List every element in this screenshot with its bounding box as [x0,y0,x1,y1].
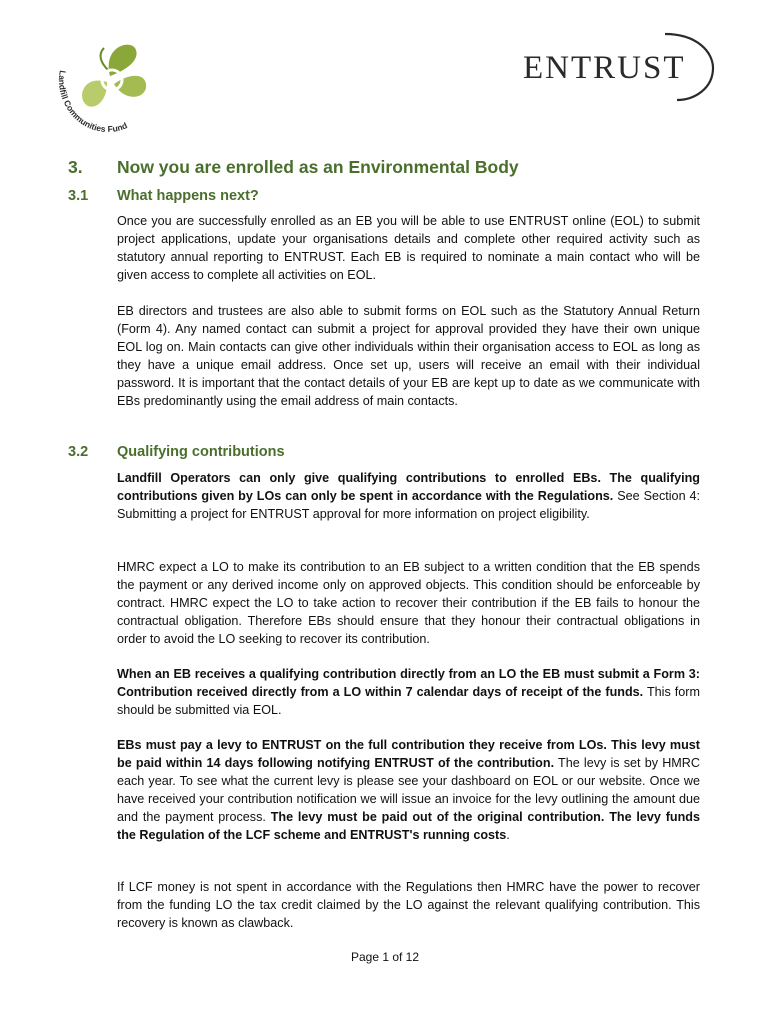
page-number: Page 1 of 12 [350,950,420,964]
subsection-title: What happens next? [117,188,259,204]
bold-text: The levy must be paid out of the original contribution. The levy funds the Regulation of the LCF scheme and ENTRUST's running costs [117,810,700,842]
paragraph-eol-access: Once you are successfully enrolled as an EB you will be able to use ENTRUST online (EOL) to submit project applications, update your organisations details and complete other required activity such as statutory annual reporting to ENTRUST. Each EB is required to nominate a main contact who will be given access to complete all activities on EOL. [117,214,700,282]
body-text: This form should be submitted via EOL. [117,685,700,717]
body-text: The levy is set by HMRC each year. To see what the current levy is please see your dashboard on EOL or our website. Once we have received your contribution notification we will issue an invoice for the levy outlining the amount due and the payment process. [117,756,700,824]
paragraph-form-3 [117,665,700,719]
entrust-logo [515,30,715,102]
body-text: . [506,828,510,842]
lcf-leaves-icon [46,36,166,144]
landfill-communities-fund-logo [46,36,166,144]
paragraph-hmrc-expectations: HMRC expect a LO to make its contribution to an EB subject to a written condition that the EB spends the payment or any derived income only on approved objects. This condition should be enforceable by contract. HMRC expect the LO to take action to recover their contribution if the EB fails to honour the contractual obligation. Therefore EBs should ensure that they honour their contractual obligations in order to avoid the LO seeking to recover its contribution. [117,560,700,646]
body-text: See Section 4: Submitting a project for ENTRUST approval for more information on project eligibility. [117,489,700,521]
subsection-title: Qualifying contributions [117,444,285,460]
paragraph-clawback: If LCF money is not spent in accordance with the Regulations then HMRC have the power to recover from the funding LO the tax credit claimed by the LO against the relevant qualifying contribution. This recovery is known as clawback. [117,880,700,930]
paragraph-qualifying-contributions [117,469,700,523]
paragraph-directors-trustees: EB directors and trustees are also able to submit forms on EOL such as the Statutory Annual Return (Form 4). Any named contact can submit a project for approval provided they have their own unique EOL log on. Main contacts can give other individuals within their organisation access to EOL as long as they have a unique email address. Once set up, users will receive an email with their individual password. It is important that the contact details of your EB are kept up to date as we communicate with EBs predominantly using the email address of main contacts. [117,304,700,408]
section-number: 3. [68,157,83,177]
lcf-label: Landfill Communities Fund [56,69,129,135]
bold-text: When an EB receives a qualifying contribution directly from an LO the EB must submit a Form 3: Contribution received directly from a LO within 7 calendar days of receipt of the funds. [117,667,700,699]
bold-text: EBs must pay a levy to ENTRUST on the full contribution they receive from LOs. This levy must be paid within 14 days following notifying ENTRUST of the contribution. [117,738,700,770]
entrust-arc-icon [625,30,715,102]
subsection-number: 3.2 [68,444,89,460]
paragraph-levy [117,736,700,844]
subsection-number: 3.1 [68,188,89,204]
section-title: Now you are enrolled as an Environmental Body [117,157,519,177]
bold-text: Landfill Operators can only give qualifying contributions to enrolled EBs. The qualifying contributions given by LOs can only be spent in accordance with the Regulations. [117,471,700,503]
entrust-wordmark: ENTRUST [523,50,686,86]
